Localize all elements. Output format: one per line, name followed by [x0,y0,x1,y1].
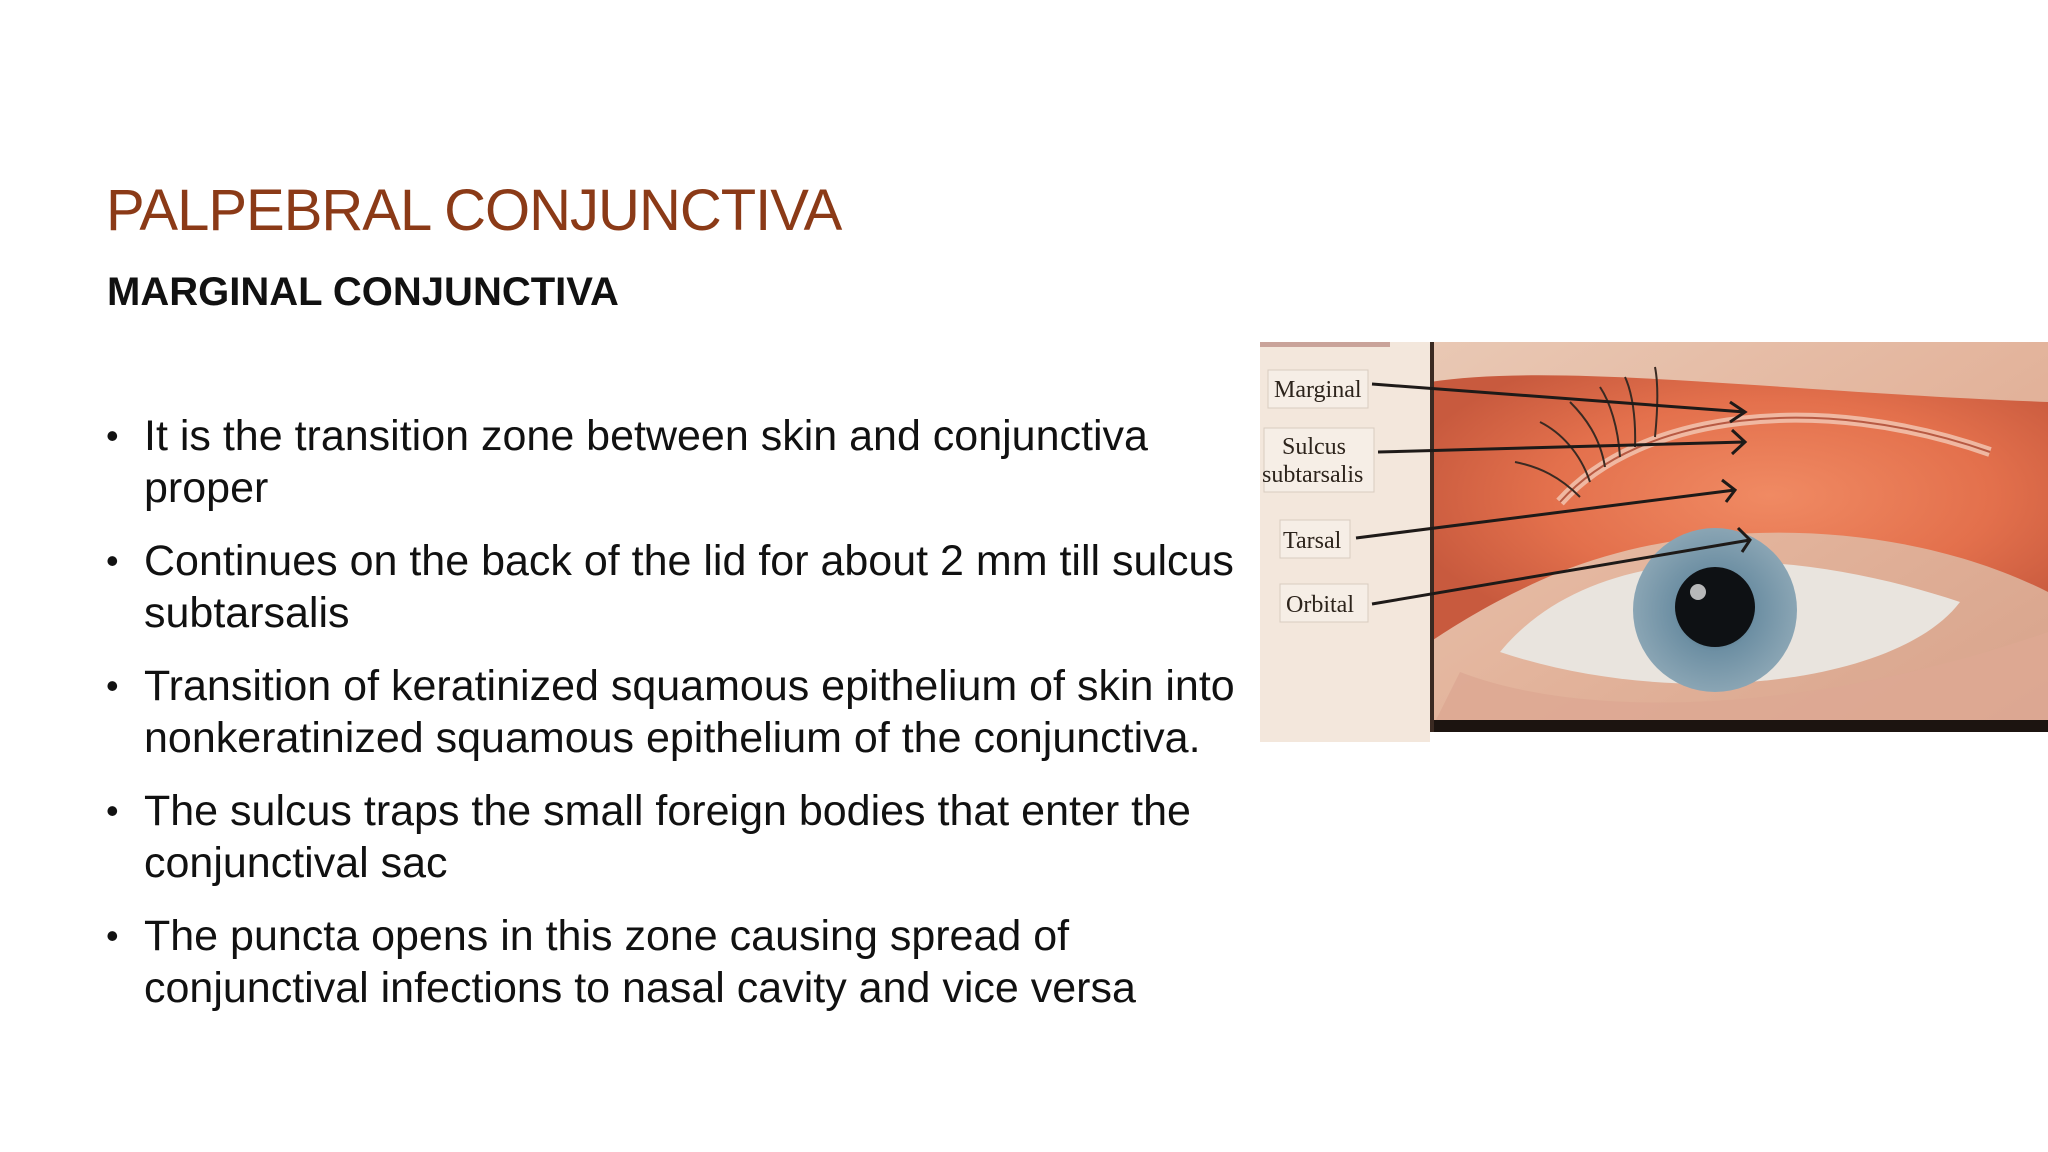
bullet-dot-icon: • [106,915,119,956]
label-orbital [1280,584,1368,622]
svg-text:Orbital: Orbital [1286,592,1354,618]
bullet-item: • It is the transition zone between skin and conjunctiva proper [106,412,1148,512]
bullet-item: • The puncta opens in this zone causing spread of conjunctival infections to nasal cavity and vice versa [106,912,1136,1012]
bullet-list [106,410,1266,1035]
svg-text:Tarsal: Tarsal [1283,528,1342,554]
label-tarsal [1280,520,1350,558]
svg-text:Sulcus: Sulcus [1282,434,1347,460]
bullet-dot-icon: • [106,540,119,581]
eye-photo-illustration [1260,342,2048,742]
slide-title: PALPEBRAL CONJUNCTIVA [106,177,842,243]
bullet-item: • The sulcus traps the small foreign bodies that enter the conjunctival sac [106,787,1191,887]
bullet-item: • Transition of keratinized squamous epithelium of skin into nonkeratinized squamous epithelium of the conjunctiva. [106,662,1235,762]
svg-text:Marginal: Marginal [1274,377,1362,403]
bullet-dot-icon: • [106,665,119,706]
bullet-item: • Continues on the back of the lid for about 2 mm till sulcus subtarsalis [106,537,1234,637]
bullet-dot-icon: • [106,415,119,456]
bullet-dot-icon: • [106,790,119,831]
eye-anatomy-figure [1260,342,2048,742]
svg-text:subtarsalis: subtarsalis [1262,462,1364,488]
slide-subtitle: MARGINAL CONJUNCTIVA [107,270,619,314]
label-sulcus-subtarsalis [1262,428,1374,492]
label-marginal [1268,370,1368,408]
